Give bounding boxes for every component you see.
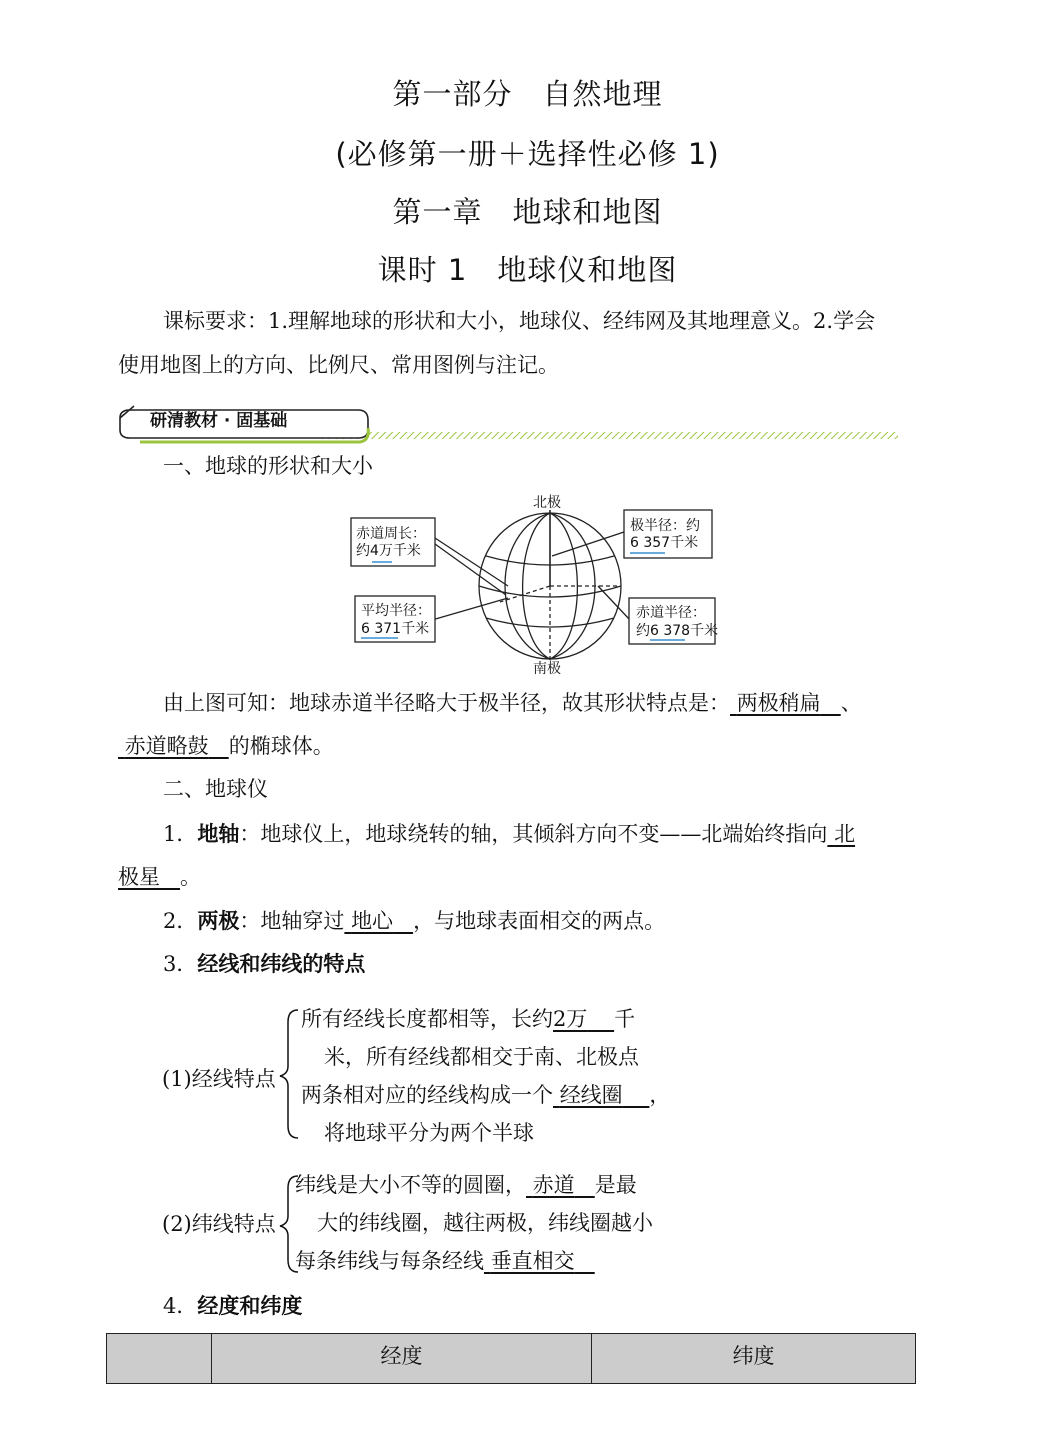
term: 经度和纬度 bbox=[197, 1294, 303, 1318]
section1-heading: 一、地球的形状和大小 bbox=[163, 454, 373, 478]
text: 纬线是大小不等的圆圈， bbox=[295, 1173, 526, 1197]
leader-line bbox=[432, 598, 508, 620]
lesson-title: 课时 1 地球仪和地图 bbox=[377, 253, 678, 287]
leader-line bbox=[598, 586, 630, 620]
text: 所有经线长度都相等，长约 bbox=[301, 1007, 553, 1031]
banner-title: 研清教材 · 固基础 bbox=[150, 411, 288, 431]
answer: 赤道略鼓 bbox=[124, 734, 209, 758]
meridian-line2: 米，所有经线都相交于南、北极点 bbox=[324, 1045, 639, 1069]
answer-blank bbox=[344, 909, 413, 933]
table-header-cell: 纬度 bbox=[592, 1334, 916, 1384]
parallel-line3 bbox=[295, 1250, 595, 1272]
axis-line1 bbox=[163, 823, 855, 845]
answer: 经线圈 bbox=[559, 1083, 623, 1107]
box-line: 6 357千米 bbox=[630, 535, 699, 551]
lon-lat-table bbox=[106, 1333, 916, 1384]
meridian-brace bbox=[278, 1008, 300, 1140]
answer-blank bbox=[118, 734, 229, 758]
parallel-line2: 大的纬线圈，越往两极，纬线圈越小 bbox=[317, 1211, 653, 1235]
answer-blank bbox=[526, 1173, 595, 1197]
term: 两极 bbox=[197, 909, 240, 933]
text: 两条相对应的经线构成一个 bbox=[301, 1083, 553, 1107]
meridian-line bbox=[523, 513, 550, 659]
shape-line1 bbox=[163, 692, 862, 714]
earth-figure bbox=[340, 490, 730, 680]
text: 。 bbox=[180, 865, 202, 889]
mean-radius-box bbox=[361, 602, 431, 638]
answer: 两极稍扁 bbox=[736, 691, 821, 715]
leader-line bbox=[435, 544, 506, 595]
text: 4． bbox=[163, 1294, 198, 1318]
equator-circumference-box bbox=[356, 526, 426, 560]
text: 、 bbox=[840, 691, 862, 715]
leader-line bbox=[435, 538, 508, 586]
text: 由上图可知：地球赤道半径略大于极半径，故其形状特点是： bbox=[163, 691, 730, 715]
meridian-line bbox=[505, 513, 550, 659]
answer: 北 bbox=[834, 822, 856, 846]
text: ， bbox=[649, 1083, 671, 1107]
table-header-cell: 经度 bbox=[212, 1334, 592, 1384]
meridian-line1 bbox=[301, 1008, 635, 1030]
text: 2． bbox=[163, 909, 198, 933]
chapter-title: 第一章 地球和地图 bbox=[392, 195, 663, 229]
term: 经线和纬线的特点 bbox=[197, 952, 366, 976]
box-line: 平均半径： bbox=[361, 603, 431, 619]
box-line: 赤道周长： bbox=[356, 526, 426, 542]
text: 千 bbox=[614, 1007, 636, 1031]
text: 每条纬线与每条经线 bbox=[295, 1249, 484, 1273]
answer-blank bbox=[553, 1083, 649, 1107]
parallel-line1 bbox=[295, 1174, 637, 1196]
box-line: 赤道半径： bbox=[636, 605, 706, 621]
radius-line bbox=[500, 586, 550, 602]
part-title: 第一部分 自然地理 bbox=[392, 77, 663, 111]
meridian-line4: 将地球平分为两个半球 bbox=[324, 1121, 534, 1145]
meridian-line3 bbox=[301, 1084, 670, 1106]
answer: 地心 bbox=[351, 909, 394, 933]
text: ：地轴穿过 bbox=[239, 909, 345, 933]
subtitle: (必修第一册＋选择性必修 1) bbox=[335, 137, 720, 171]
text: ，与地球表面相交的两点。 bbox=[413, 909, 666, 933]
axis-line2 bbox=[118, 866, 201, 888]
south-pole-label: 南极 bbox=[533, 661, 561, 677]
standard-line2: 使用地图上的方向、比例尺、常用图例与注记。 bbox=[118, 353, 559, 377]
box-line: 6 371千米 bbox=[361, 621, 430, 637]
answer-blank bbox=[484, 1249, 595, 1273]
box-line: 约6 378千米 bbox=[636, 623, 719, 639]
equatorial-radius-box bbox=[636, 604, 718, 640]
table-header-cell bbox=[107, 1334, 212, 1384]
text: ：地球仪上，地球绕转的轴，其倾斜方向不变——北端始终指向 bbox=[239, 822, 828, 846]
box-line: 极半径：约 bbox=[630, 518, 700, 534]
text: 3． bbox=[163, 952, 198, 976]
table-header-row bbox=[107, 1334, 916, 1384]
answer-blank bbox=[730, 691, 841, 715]
item4-heading bbox=[163, 1295, 302, 1317]
standard-line1: 课标要求：1.理解地球的形状和大小，地球仪、经纬网及其地理意义。2.学会 bbox=[163, 309, 876, 333]
item3-heading bbox=[163, 953, 365, 975]
answer: 2万 bbox=[553, 1007, 588, 1031]
text: 的椭球体。 bbox=[228, 734, 334, 758]
section-banner bbox=[116, 404, 900, 444]
answer-blank bbox=[827, 822, 855, 846]
answer-blank bbox=[118, 865, 180, 889]
leader-line bbox=[552, 530, 630, 556]
north-pole-label: 北极 bbox=[533, 495, 561, 511]
section2-heading: 二、地球仪 bbox=[163, 777, 268, 801]
answer: 垂直相交 bbox=[490, 1249, 575, 1273]
polar-radius-box bbox=[630, 518, 700, 552]
text: 是最 bbox=[594, 1173, 637, 1197]
answer: 极星 bbox=[118, 865, 160, 889]
parallel-label: (2)纬线特点 bbox=[162, 1212, 276, 1236]
answer: 赤道 bbox=[532, 1173, 575, 1197]
poles-line bbox=[163, 910, 665, 932]
shape-line2 bbox=[118, 735, 334, 757]
term: 地轴 bbox=[197, 822, 240, 846]
meridian-label: (1)经线特点 bbox=[162, 1067, 276, 1091]
answer-blank bbox=[553, 1007, 614, 1031]
text: 1． bbox=[163, 822, 198, 846]
box-line: 约4万千米 bbox=[356, 543, 421, 559]
